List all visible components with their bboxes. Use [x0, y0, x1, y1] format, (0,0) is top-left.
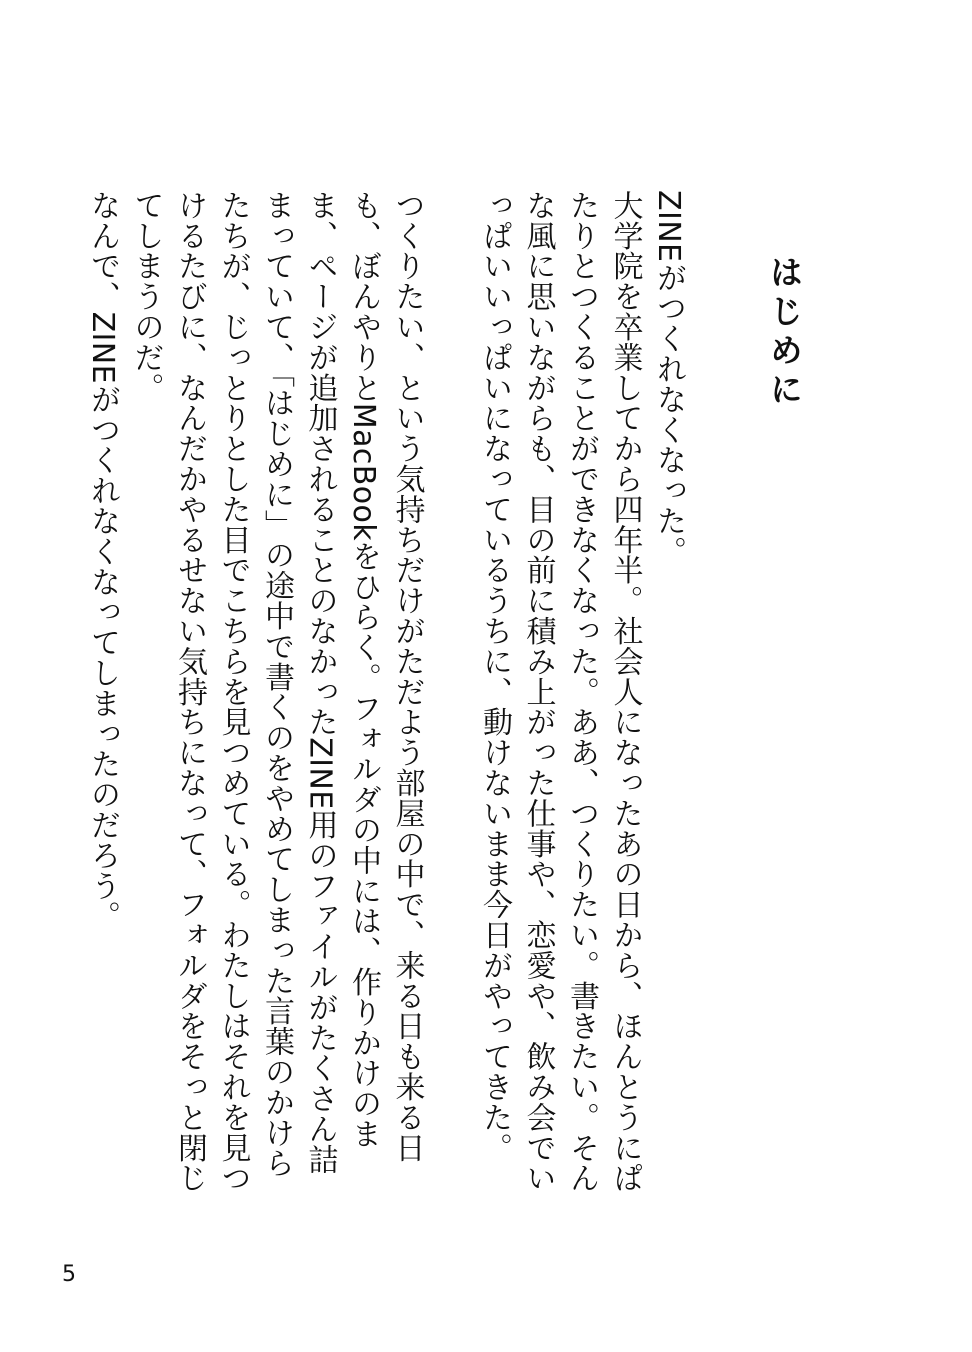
page-number: 5: [62, 1262, 76, 1287]
paragraph-1: ZINEがつくれなくなった。: [651, 190, 686, 567]
paragraph-3: つくりたい、という気持ちだけがただよう部屋の中で、来る日も来る日も、ぼんやりとMacBookをひらく。フォルダの中には、作りかけのまま、ページが追加されることのなかったZINE用のファイルがたくさん詰まっていて、「はじめに」の途中で書くのをやめてしまった言葉のかけらたちが、じっとりとした目でこちらを見つめている。わたしはそれを見つけるたびに、なんだかやるせない気持ちになって、フォルダをそっと閉じてしまうのだ。: [128, 190, 425, 1194]
paragraph-2: 大学院を卒業してから四年半。社会人になったあの日から、ほんとうにぱたりとつくることができなくなった。ああ、つくりたい。書きたい。そんな風に思いながらも、目の前に積み上がった仕事や、恋愛や、飲み会でいっぱいいっぱいになっているうちに、動けないまま今日がやってきた。: [477, 190, 643, 1194]
chapter-title: はじめに: [765, 255, 804, 411]
paragraph-4: なんで、ZINEがつくれなくなってしまったのだろう。: [85, 190, 120, 932]
body-text: [81, 190, 691, 1200]
